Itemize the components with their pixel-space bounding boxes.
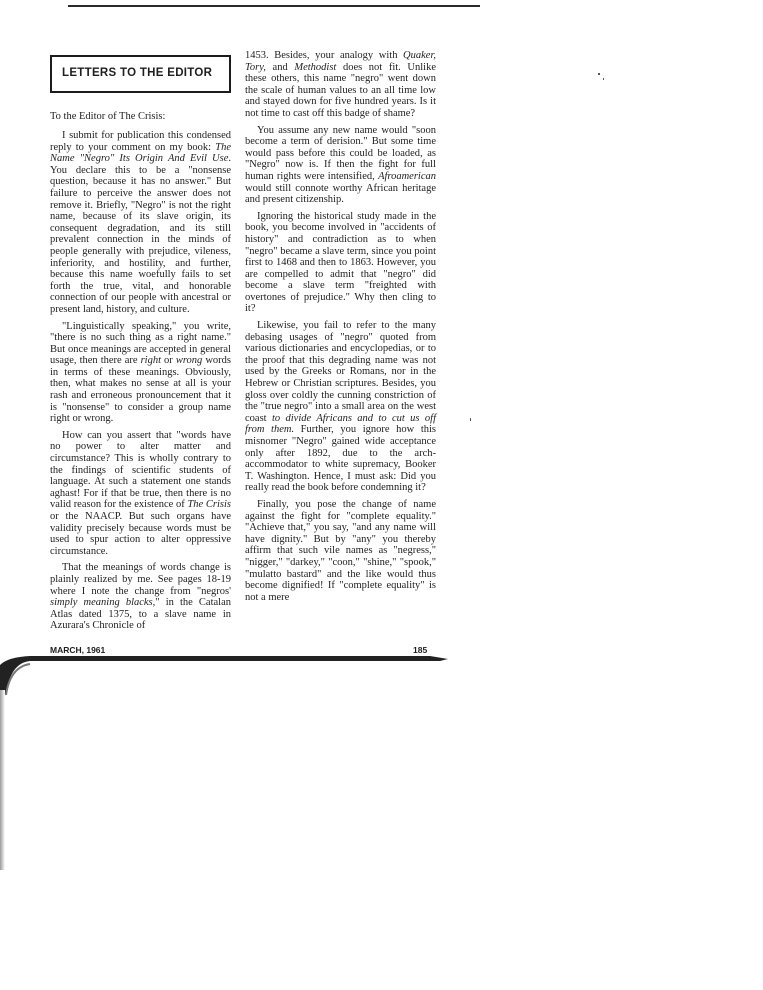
letter-paragraph: Likewise, you fail to refer to the many debasing usages of "negro" quoted from various dictionaries and encyclopedias, or to the proof that this degrading name was not used by the Greeks or Romans, nor in the Hebrew or Christian scriptures. Besides, you gloss over coldly the cunning constriction of the "true negro" into a small area on the west coast to divide Africans and to cut us off from them. Further, you ignore how this misnomer "Negro" gained wide acceptance only after 1892, due to the arch-accommodator to white supremacy, Booker T. Washington. Hence, I must ask: Did you really read the book before condemning it?	[245, 320, 436, 494]
left-column	[50, 130, 231, 637]
scan-speck	[470, 418, 471, 421]
scan-edge	[0, 690, 5, 870]
letter-paragraph: That the meanings of words change is plainly realized by me. See pages 18-19 where I note the change from "negros' simply meaning blacks," in the Catalan Atlas dated 1375, to a slave name in Azurara's Chronicle of	[50, 562, 231, 632]
letter-paragraph: Ignoring the historical study made in the book, you become involved in "accidents of history" and contradiction as to when "negro" became a slave term, since you point first to 1468 and then to 1863. However, you are compelled to admit that "negro" did become a slave term "freighted with overtones of prejudice." Why then cling to it?	[245, 210, 436, 315]
letter-paragraph: I submit for publication this condensed reply to your comment on my book: The Name "Negro" Its Origin And Evil Use. You declare this to be a "nonsense question, because it has no answer." But failure to perceive the answer does not remove it. Briefly, "Negro" is not the right name, because of its slave origin, its consequent degradation, and its still prevalent connection in the minds of people generally with prejudice, vileness, inferiority, and hostility, and further, because this name woefully fails to set forth the true, vital, and honorable connection of our people with ancestral or present land, history, and culture.	[50, 130, 231, 315]
scan-speck	[598, 73, 600, 75]
scan-speck	[603, 78, 604, 80]
footer-date: MARCH, 1961	[50, 645, 106, 655]
letter-paragraph: "Linguistically speaking," you write, "there is no such thing as a right name." But once meanings are accepted in general usage, then there are right or wrong words in terms of these meanings. Obviously, then, what makes no sense at all is your rash and erroneous pronouncement that it is "nonsense" to consider a group name right or wrong.	[50, 320, 231, 425]
letter-salutation: To the Editor of The Crisis:	[50, 111, 166, 122]
top-rule	[68, 5, 480, 7]
letter-paragraph: 1453. Besides, your analogy with Quaker, Tory, and Methodist does not fit. Unlike these others, this name "negro" went down the scale of human values to an all time low and stayed down for five hundred years. Is it not time to cast off this badge of shame?	[245, 50, 436, 119]
right-column	[245, 50, 436, 608]
section-heading: LETTERS TO THE EDITOR	[62, 67, 213, 79]
scan-shadow	[0, 655, 450, 695]
page-number: 185	[413, 645, 428, 655]
letter-paragraph: You assume any new name would "soon become a term of derision." But some time would pass before this could be loaded, as "Negro" now is. If then the fight for full human rights were intensified, Afroamerican would still connote worthy African heritage and present citizenship.	[245, 124, 436, 206]
letter-paragraph: How can you assert that "words have no power to alter matter and circumstance? This is wholly contrary to the findings of scientific students of language. At such a statement one stands aghast! For if that be true, then there is no valid reason for the existence of The Crisis or the NAACP. But such organs have validity precisely because words must be used to spur action to alter oppressive circumstance.	[50, 429, 231, 557]
letter-paragraph: Finally, you pose the change of name against the fight for "complete equality." "Achieve that," you say, "and any name will have dignity." But by "any" you thereby affirm that such vile names as "negress," "nigger," "darkey," "coon," "shine," "spook," "mulatto bastard" and the like would thus become dignified! If "complete equality" is not a mere	[245, 498, 436, 603]
